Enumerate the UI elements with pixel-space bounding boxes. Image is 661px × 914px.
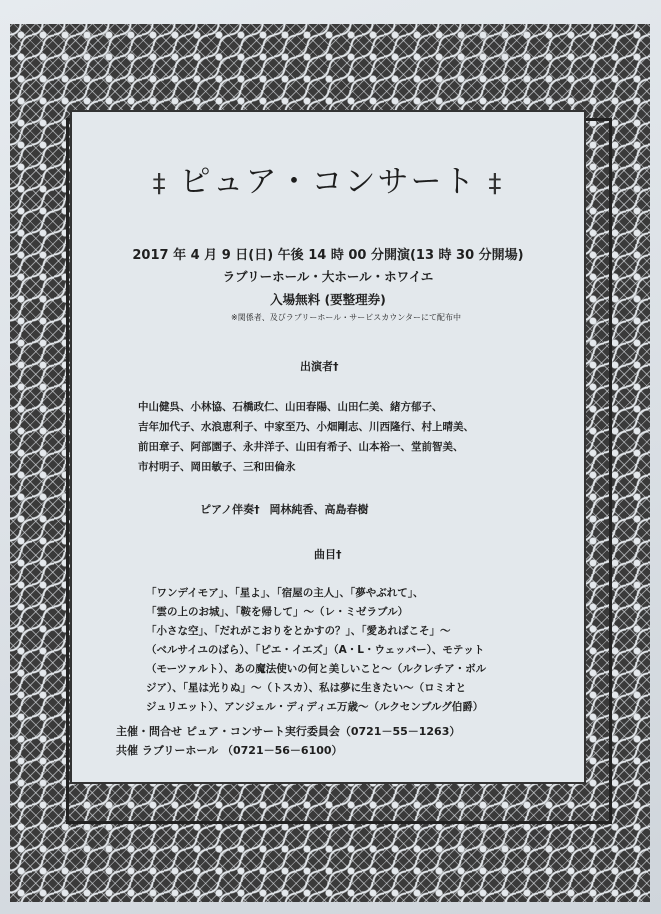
event-venue: ラブリーホール・大ホール・ホワイエ xyxy=(222,269,434,284)
dagger-left-icon: ‡ xyxy=(152,169,168,199)
program-line: ジア）、「星は光りぬ」～（トスカ）、私は夢に生きたい～（ロミオと xyxy=(146,682,467,694)
performers-line: 市村明子、岡田敏子、三和田倫永 xyxy=(138,461,296,473)
program-line: 「雲の上のお城」、「鞍を帰して」～（レ・ミゼラブル） xyxy=(146,606,409,618)
program-line: （モーツァルト）、あの魔法使いの何と美しいこと～（ルクレチア・ボル xyxy=(146,663,487,675)
content-panel xyxy=(70,110,586,784)
program-line: 「小さな空」、「だれがこおりをとかすの？」、「愛あればこそ」～ xyxy=(146,625,451,637)
cosponsor-line: 共催 ラブリーホール （0721－56－6100） xyxy=(116,744,343,757)
piano-names: 岡林純香、高島春樹 xyxy=(269,503,369,516)
program-line: 「ワンデイモア」、「星よ」、「宿屋の主人」、「夢やぶれて」、 xyxy=(146,587,424,599)
piano-label: ピアノ伴奏† xyxy=(200,503,260,516)
title-text: ピュア・コンサート xyxy=(179,164,477,200)
performers-list xyxy=(138,397,474,477)
performers-heading: 出演者† xyxy=(300,360,339,373)
piano-section xyxy=(200,501,368,517)
dagger-right-icon: ‡ xyxy=(488,169,504,199)
event-note: ※関係者、及びラブリーホール・サービスカウンターにて配布中 xyxy=(231,313,461,322)
performers-line: 中山健呉、小林協、石橋政仁、山田春陽、山田仁美、緒方郁子、 xyxy=(138,401,443,413)
performers-line: 前田章子、阿部園子、永井洋子、山田有希子、山本裕一、堂前智美、 xyxy=(138,441,464,453)
organizer-line: 主催・問合せ ピュア・コンサート実行委員会（0721－55－1263） xyxy=(116,725,461,738)
event-admission: 入場無料 (要整理券) xyxy=(270,292,386,307)
program-line: ジュリエット）、アンジェル・ディディエ万歳～（ルクセンブルグ伯爵） xyxy=(146,701,484,713)
program-heading: 曲目† xyxy=(314,548,342,561)
performers-line: 吉年加代子、水浪恵利子、中家至乃、小畑剛志、川西隆行、村上晴美、 xyxy=(138,421,474,433)
program-list xyxy=(146,584,486,717)
page-title xyxy=(72,156,584,201)
contact-block xyxy=(116,722,460,760)
program-line: （ベルサイユのばら）、「ピエ・イエズ」（A・L・ウェッバー）、モテット xyxy=(146,644,485,656)
event-datetime: 2017 年 4 月 9 日(日) 午後 14 時 00 分開演(13 時 30 分開場) xyxy=(132,248,524,263)
